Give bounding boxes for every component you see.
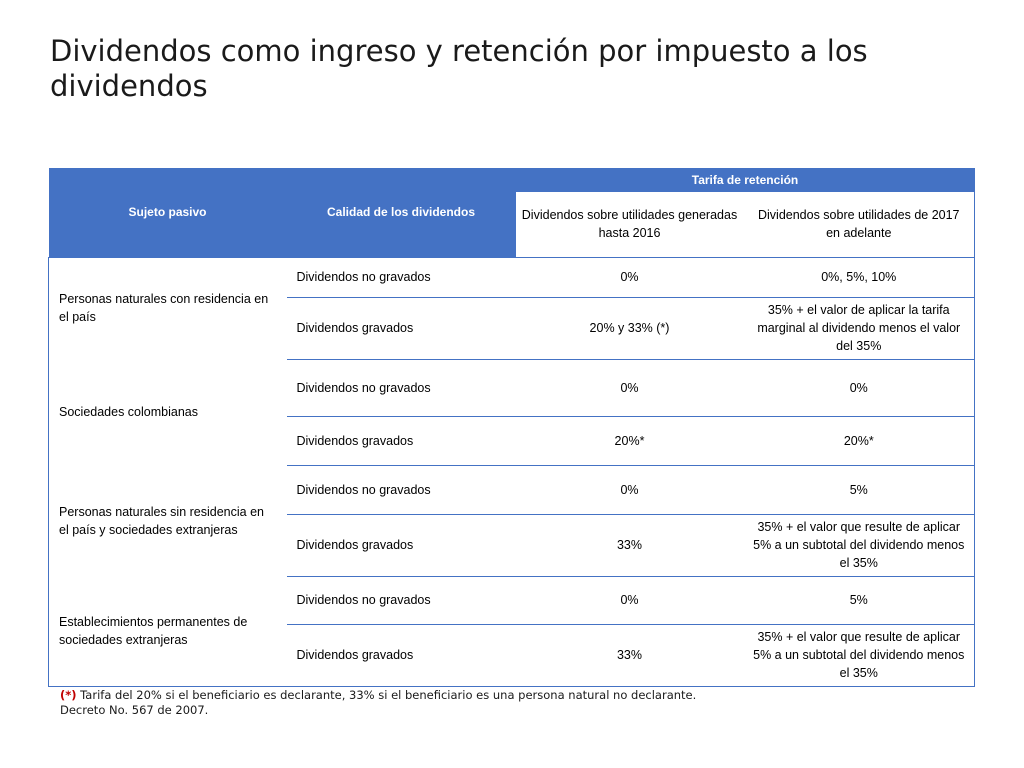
quality-cell: Dividendos gravados bbox=[287, 624, 516, 686]
footnote-decree: Decreto No. 567 de 2007. bbox=[60, 703, 209, 717]
subject-cell: Personas naturales con residencia en el país bbox=[49, 257, 287, 359]
subject-cell: Personas naturales sin residencia en el país y sociedades extranjeras bbox=[49, 465, 287, 576]
rate-from-2017-cell: 35% + el valor que resulte de aplicar 5% a un subtotal del dividendo menos el 35% bbox=[744, 624, 975, 686]
quality-cell: Dividendos gravados bbox=[287, 416, 516, 465]
header-subject: Sujeto pasivo bbox=[49, 168, 287, 257]
subject-cell: Establecimientos permanentes de sociedades extranjeras bbox=[49, 576, 287, 686]
rate-until-2016-cell: 0% bbox=[516, 465, 744, 514]
rate-from-2017-cell: 35% + el valor de aplicar la tarifa marginal al dividendo menos el valor del 35% bbox=[744, 297, 975, 359]
rate-until-2016-cell: 20% y 33% (*) bbox=[516, 297, 744, 359]
rate-from-2017-cell: 20%* bbox=[744, 416, 975, 465]
rate-from-2017-cell: 0% bbox=[744, 359, 975, 416]
footnote-mark: (*) bbox=[60, 688, 77, 702]
quality-cell: Dividendos no gravados bbox=[287, 257, 516, 297]
rate-until-2016-cell: 0% bbox=[516, 359, 744, 416]
rate-from-2017-cell: 35% + el valor que resulte de aplicar 5% a un subtotal del dividendo menos el 35% bbox=[744, 514, 975, 576]
quality-cell: Dividendos gravados bbox=[287, 514, 516, 576]
quality-cell: Dividendos gravados bbox=[287, 297, 516, 359]
rate-from-2017-cell: 5% bbox=[744, 465, 975, 514]
header-quality: Calidad de los dividendos bbox=[287, 168, 516, 257]
header-rate-group: Tarifa de retención bbox=[516, 168, 975, 192]
rate-from-2017-cell: 5% bbox=[744, 576, 975, 624]
quality-cell: Dividendos no gravados bbox=[287, 576, 516, 624]
rate-until-2016-cell: 0% bbox=[516, 576, 744, 624]
quality-cell: Dividendos no gravados bbox=[287, 359, 516, 416]
footnote-text: Tarifa del 20% si el beneficiario es declarante, 33% si el beneficiario es una persona natural no declarante. bbox=[76, 688, 697, 702]
footnote bbox=[60, 688, 696, 718]
header-rate-until-2016: Dividendos sobre utilidades generadas hasta 2016 bbox=[516, 192, 744, 257]
slide-title: Dividendos como ingreso y retención por impuesto a los dividendos bbox=[50, 34, 868, 103]
footnote-line bbox=[60, 688, 696, 703]
dividend-tax-table-container bbox=[48, 168, 974, 687]
rate-until-2016-cell: 33% bbox=[516, 514, 744, 576]
quality-cell: Dividendos no gravados bbox=[287, 465, 516, 514]
dividend-tax-table bbox=[48, 168, 975, 687]
rate-until-2016-cell: 0% bbox=[516, 257, 744, 297]
rate-until-2016-cell: 20%* bbox=[516, 416, 744, 465]
rate-until-2016-cell: 33% bbox=[516, 624, 744, 686]
subject-cell: Sociedades colombianas bbox=[49, 359, 287, 465]
header-rate-from-2017: Dividendos sobre utilidades de 2017 en adelante bbox=[744, 192, 975, 257]
rate-from-2017-cell: 0%, 5%, 10% bbox=[744, 257, 975, 297]
